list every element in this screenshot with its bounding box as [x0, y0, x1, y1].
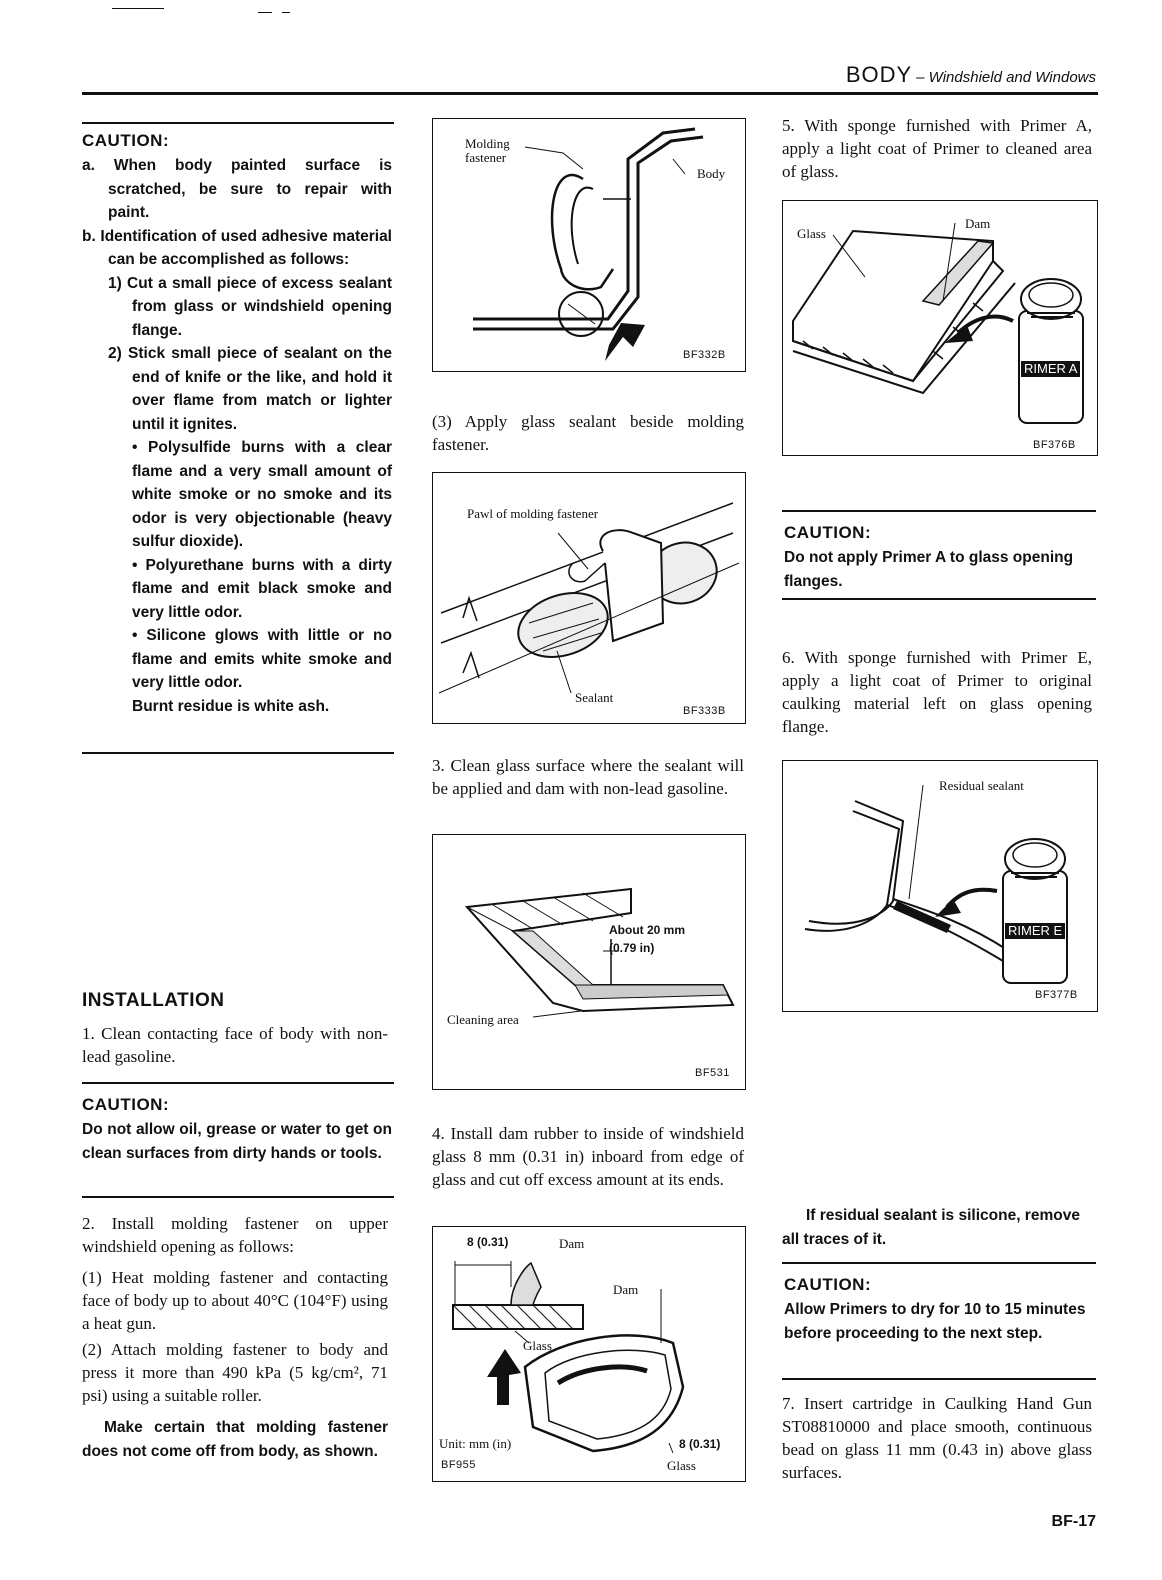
scan-mark	[112, 8, 164, 9]
caution2-text: Do not allow oil, grease or water to get on clean surfaces from dirty hands or tools.	[82, 1121, 392, 1162]
fig1-label-molding: Molding fastener	[465, 136, 510, 165]
fig3-label-cleaning: Cleaning area	[447, 1012, 519, 1027]
fig5-label-dam: Dam	[965, 216, 991, 231]
fig6-code: BF377B	[1035, 989, 1078, 1001]
caution1-title: CAUTION:	[82, 131, 170, 150]
scan-mark	[258, 12, 272, 13]
header-section: BODY	[845, 62, 913, 87]
fig4-label-8a: 8 (0.31)	[467, 1235, 509, 1249]
caution2-top-rule	[82, 1082, 394, 1084]
caution1-b2: 2) Stick small piece of sealant on the end of knife or the like, and hold it over flame from match or lighter until it ignites.	[108, 345, 392, 433]
fig4-label-dam2: Dam	[613, 1282, 639, 1297]
caution3-title: CAUTION:	[784, 523, 872, 542]
figure-primer-a	[782, 200, 1098, 456]
step7-text: 7. Insert cartridge in Caulking Hand Gun ST08810000 and place smooth, continuous bead on glass 11 mm (0.43 in) above glass surfaces.	[782, 1394, 1092, 1482]
fig3-label-in: (0.79 in)	[609, 941, 655, 955]
fig5-label-glass: Glass	[797, 226, 826, 241]
step3-text: 3. Clean glass surface where the sealant will be applied and dam with non-lead gasoline.	[432, 756, 744, 798]
header-rule	[82, 92, 1098, 95]
cleaning-drawing	[433, 835, 745, 1089]
scan-mark	[282, 12, 290, 13]
fig1-label-body: Body	[697, 166, 726, 181]
step2-3-text: (3) Apply glass sealant beside molding fastener.	[432, 412, 744, 454]
fig4-label-unit: Unit: mm (in)	[439, 1436, 512, 1451]
caution1-bullet3: • Silicone glows with little or no flame and emits white smoke and very little odor.	[132, 627, 392, 691]
caution3-bottom-rule	[782, 598, 1096, 600]
fig6-label-residual: Residual sealant	[939, 778, 1024, 793]
fig5-code: BF376B	[1033, 439, 1076, 451]
caution1-bullet2: • Polyurethane burns with a dirty flame and emit black smoke and very little odor.	[132, 556, 392, 621]
caution3-text: Do not apply Primer A to glass opening flanges.	[784, 549, 1074, 590]
primer-e-drawing	[783, 761, 1097, 1011]
step2-1-text: (1) Heat molding fastener and contacting face of body up to about 40°C (104°F) using a heat gun.	[82, 1268, 388, 1333]
page-number: BF-17	[1051, 1513, 1096, 1530]
fig3-label-about: About 20 mm	[609, 923, 686, 937]
figure-cleaning-area	[432, 834, 746, 1090]
figure-molding-fastener	[432, 118, 746, 372]
fig4-label-8b: 8 (0.31)	[679, 1437, 721, 1451]
fig2-label-pawl: Pawl of molding fastener	[467, 506, 599, 521]
caution1-residue: Burnt residue is white ash.	[132, 697, 330, 715]
caution1-bullet1: • Polysulfide burns with a clear flame and a very small amount of white smoke or no smoke and its odor is very objectionable (heavy sulfur dioxide).	[132, 439, 392, 550]
caution2-block	[82, 1094, 392, 1165]
header-subtitle: – Windshield and Windows	[916, 69, 1096, 86]
caution4-bottom-rule	[782, 1378, 1096, 1380]
caution4-text: Allow Primers to dry for 10 to 15 minutes before proceeding to the next step.	[784, 1301, 1086, 1342]
caution4-title: CAUTION:	[784, 1275, 872, 1294]
fig2-label-sealant: Sealant	[575, 690, 614, 705]
step4-text: 4. Install dam rubber to inside of windshield glass 8 mm (0.31 in) inboard from edge of glass and cut off excess amount at its ends.	[432, 1124, 744, 1189]
step5-text: 5. With sponge furnished with Primer A, apply a light coat of Primer to cleaned area of glass.	[782, 116, 1092, 181]
caution4-top-rule	[782, 1262, 1096, 1264]
fig6-bottle-label: RIMER E	[1005, 923, 1065, 939]
caution4-block	[784, 1274, 1094, 1345]
installation-title: INSTALLATION	[82, 990, 225, 1011]
caution1-top-rule	[82, 122, 394, 124]
figure-primer-e	[782, 760, 1098, 1012]
figure-dam-installation	[432, 1226, 746, 1482]
caution2-bottom-rule	[82, 1196, 394, 1198]
caution1-block	[82, 130, 392, 718]
step2-text: 2. Install molding fastener on upper windshield opening as follows:	[82, 1214, 388, 1256]
fig4-label-dam1: Dam	[559, 1236, 585, 1251]
fig4-label-glass2: Glass	[667, 1458, 696, 1473]
silicone-note: If residual sealant is silicone, remove all traces of it.	[782, 1207, 1080, 1248]
figure-sealant-application	[432, 472, 746, 724]
caution1-bottom-rule	[82, 752, 394, 754]
caution3-top-rule	[782, 510, 1096, 512]
caution2-title: CAUTION:	[82, 1095, 170, 1114]
fig4-code: BF955	[441, 1459, 476, 1471]
step2-note: Make certain that molding fastener does not come off from body, as shown.	[82, 1419, 388, 1460]
step6-text: 6. With sponge furnished with Primer E, apply a light coat of Primer to original caulking material left on glass opening flange.	[782, 648, 1092, 736]
caution1-b: b. Identification of used adhesive material can be accomplished as follows:	[82, 227, 392, 268]
fig4-label-glass1: Glass	[523, 1338, 552, 1353]
primer-a-drawing	[783, 201, 1097, 455]
page-header	[700, 62, 1096, 88]
caution1-a: a. When body painted surface is scratched, be sure to repair with paint.	[82, 157, 392, 221]
caution1-b1: 1) Cut a small piece of excess sealant from glass or windshield opening flange.	[108, 274, 392, 339]
caution3-block	[784, 522, 1094, 593]
step1-text: 1. Clean contacting face of body with non-lead gasoline.	[82, 1024, 388, 1066]
fig2-code: BF333B	[683, 705, 726, 717]
fig5-bottle-label: RIMER A	[1021, 361, 1080, 377]
fig3-code: BF531	[695, 1067, 730, 1079]
fig1-code: BF332B	[683, 349, 726, 361]
step2-2-text: (2) Attach molding fastener to body and press it more than 490 kPa (5 kg/cm², 71 psi) using a suitable roller.	[82, 1340, 388, 1405]
